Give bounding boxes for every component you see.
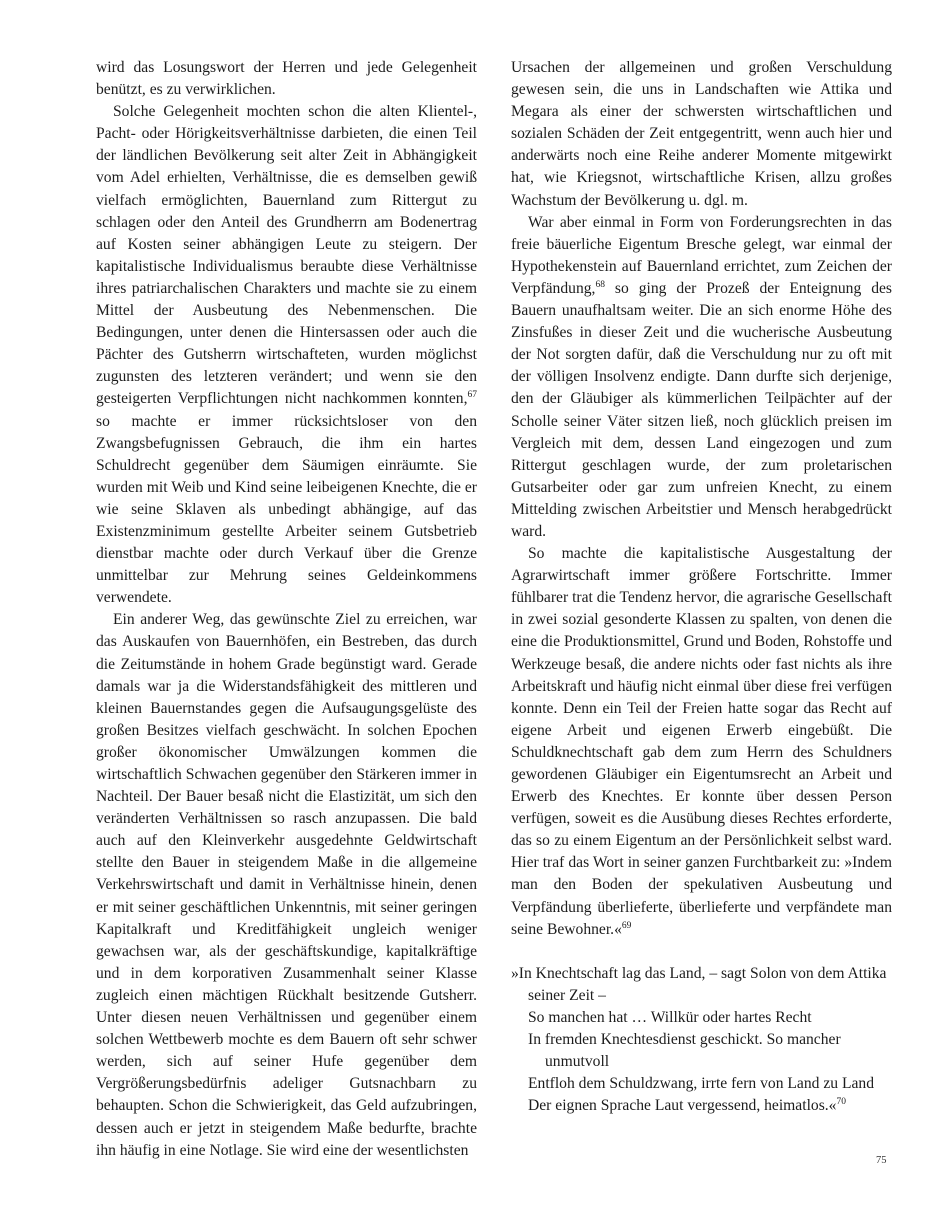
verse-line: So manchen hat … Willkür oder hartes Recht xyxy=(528,1008,812,1026)
paragraph xyxy=(511,543,892,941)
footnote-ref-70: 70 xyxy=(836,1097,846,1108)
paragraph xyxy=(96,101,477,609)
right-column xyxy=(511,57,892,1117)
paragraph-text: Solche Gelegenheit mochten schon die alten Klientel-, Pacht- oder Hörigkeitsverhältnisse darbieten, die einen Teil der ländlichen Bevölkerung seit alter Zeit in Abhängigkeit vom Adel erhielten, Verhältnisse, die es demselben gewiß vielfach ermöglichten, Bauernland zum Rittergut zu schlagen oder den Anteil des Grundherrn am Bodenertrag auf Kosten seiner abhängigen Leute zu steigern. Der kapitalistische Individualismus beraubte diese Verhältnisse ihres patriarchalischen Charakters und machte sie zu einem Mittel der Ausbeutung des Nebenmenschen. Die Bedingungen, unter denen die Hintersassen oder auch die Pächter des Gutsherrn wirtschafteten, wurden möglichst zugunsten des letzteren verändert; und wenn sie den gesteigerten Verpflichtungen nicht nachkommen konnten, xyxy=(96,103,477,408)
paragraph-text: so ging der Prozeß der Enteignung des Bauern unaufhaltsam weiter. Die an sich enorme Höhe des Zinsfußes in dieser Zeit und die wucherische Ausbeutung der Not sorgten dafür, daß die Verschuldung nur zu oft mit der völligen Insolvenz endigte. Dann durfte sich derjenige, den der Gläubiger als kümmerlichen Teilpächter auf der Scholle seiner Väter sitzen ließ, noch glücklich preisen im Vergleich mit dem, dessen Land eingezogen und zum Rittergut geschlagen wurde, der zum proletarischen Gutsarbeiter oder gar zum unfreien Knecht, zu einem Mittelding zwischen Arbeitstier und Mensch herabgedrückt ward. xyxy=(511,279,892,540)
paragraph: wird das Losungswort der Herren und jede Gelegenheit benützt, es zu verwirklichen. xyxy=(96,59,477,99)
paragraph: Ein anderer Weg, das gewünschte Ziel zu erreichen, war das Auskaufen von Bauernhöfen, ein Bestreben, das durch die Zeitumstände in hohem Grade begünstigt ward. Gerade damals war ja die Widerstandsfähigkeit des mittleren und kleinen Bauernstandes gegen die Aufsaugungsgelüste des großen Besitzes vielfach geschwächt. In solchen Epochen großer ökonomischer Umwälzungen kommen die wirtschaftlich Schwachen gegenüber den Stärkeren immer in Nachteil. Der Bauer besaß nicht die Elastizität, um sich den veränderten Verhältnissen so rasch anzupassen. Die bald auch auf den Kleinverkehr ausgedehnte Geldwirtschaft stellte den Bauer in steigendem Maße in die allgemeine Verkehrswirtschaft und damit in Verhältnisse hinein, denen er mit seiner geschäftlichen Unkenntnis, mit seiner geringen Kapitalkraft und Kreditfähigkeit ungleich weniger gewachsen war, als der geschäftskundige, kapitalkräftige und in dem korporativen Zusammenhalt seiner Klasse zugleich einen mächtigen Rückhalt besitzende Gutsherr. Unter diesen neuen Verhältnissen und gegenüber einem solchen Wettbewerb mochte es dem Bauern oft sehr schwer werden, sich auf seiner Hufe gegenüber dem Vergrößerungsbedürfnis adeliger Gutsnachbarn zu behaupten. Schon die Schwierigkeit, das Geld aufzubringen, dessen auch er jetzt in steigendem Maße bedurfte, brachte ihn häufig in eine Notlage. Sie wird eine der wesentlichsten xyxy=(96,611,477,1159)
footnote-ref-68: 68 xyxy=(595,279,605,290)
page-number: 75 xyxy=(876,1155,887,1166)
paragraph-text: So machte die kapitalistische Ausgestaltung der Agrarwirtschaft immer größere Fortschritte. Immer fühlbarer trat die Tendenz hervor, die agrarische Gesellschaft in zwei sozial gesonderte Klassen zu spalten, von denen die eine die Produktionsmittel, Grund und Boden, Rohstoffe und Werkzeuge besaß, die andere nichts oder fast nichts als ihre Arbeitskraft und häufig nicht einmal über diese frei verfügen konnte. Denn ein Teil der Freien hatte sogar das Recht auf eigene Arbeit und eigenen Erwerb eingebüßt. Die Schuldknechtschaft gab dem zum Herrn des Schuldners gewordenen Gläubiger ein Eigentumsrecht an Arbeit und Erwerb des Knechtes. Er konnte über dessen Person verfügen, soweit es die Ausübung dieses Rechtes erforderte, das so zu einem Eigentum an der Persönlichkeit selbst ward. Hier traf das Wort in seiner ganzen Furchtbarkeit zu: »Indem man den Boden der spekulativen Ausbeutung und Verpfändung überlieferte, überlieferte und verpfändete man seine Bewohner.« xyxy=(511,545,892,938)
verse-line: »In Knechtschaft lag das Land, – sagt Solon von dem Attika seiner Zeit – xyxy=(511,964,887,1004)
paragraph-text: War aber einmal in Form von Forderungsrechten in das freie bäuerliche Eigentum Bresche gelegt, war einmal der Hypothekenstein auf Bauernland errichtet, zum Zeichen der Verpfändung, xyxy=(511,213,892,297)
verse-line xyxy=(511,1095,892,1117)
verse-text: Der eignen Sprache Laut vergessend, heimatlos.« xyxy=(528,1097,837,1115)
footnote-ref-69: 69 xyxy=(621,920,632,931)
paragraph: Ursachen der allgemeinen und großen Verschuldung gewesen sein, die uns in Landschaften wie Attika und Megara als einer der schwersten wirtschaftlichen und sozialen Schäden der Zeit entgegentritt, wenn auch hier und anderwärts noch eine Reihe anderer Momente mitgewirkt hat, wie Kriegsnot, wirtschaftliche Krisen, allzu großes Wachstum der Bevölkerung u. dgl. m. xyxy=(511,59,892,209)
paragraph-text: so machte er immer rücksichtsloser von den Zwangsbefugnissen Gebrauch, die ihm ein hartes Schuldrecht gegenüber dem Säumigen einräumte. Sie wurden mit Weib und Kind seine leibeigenen Knechte, die er wie seine Sklaven als unbedingt abhängige, auf das Existenzminimum gestellte Arbeiter seinem Gutsbetrieb dienstbar machte oder durch Verkauf über die Grenze unmittelbar zur Mehrung seines Geldeinkommens verwendete. xyxy=(96,412,477,607)
paragraph xyxy=(511,212,892,543)
left-column xyxy=(96,57,477,1162)
verse-quote xyxy=(511,963,892,1118)
verse-line: Entfloh dem Schuldzwang, irrte fern von Land zu Land xyxy=(528,1075,874,1093)
verse-line: In fremden Knechtesdienst geschickt. So mancher unmutvoll xyxy=(528,1031,841,1071)
footnote-ref-67: 67 xyxy=(467,390,477,401)
